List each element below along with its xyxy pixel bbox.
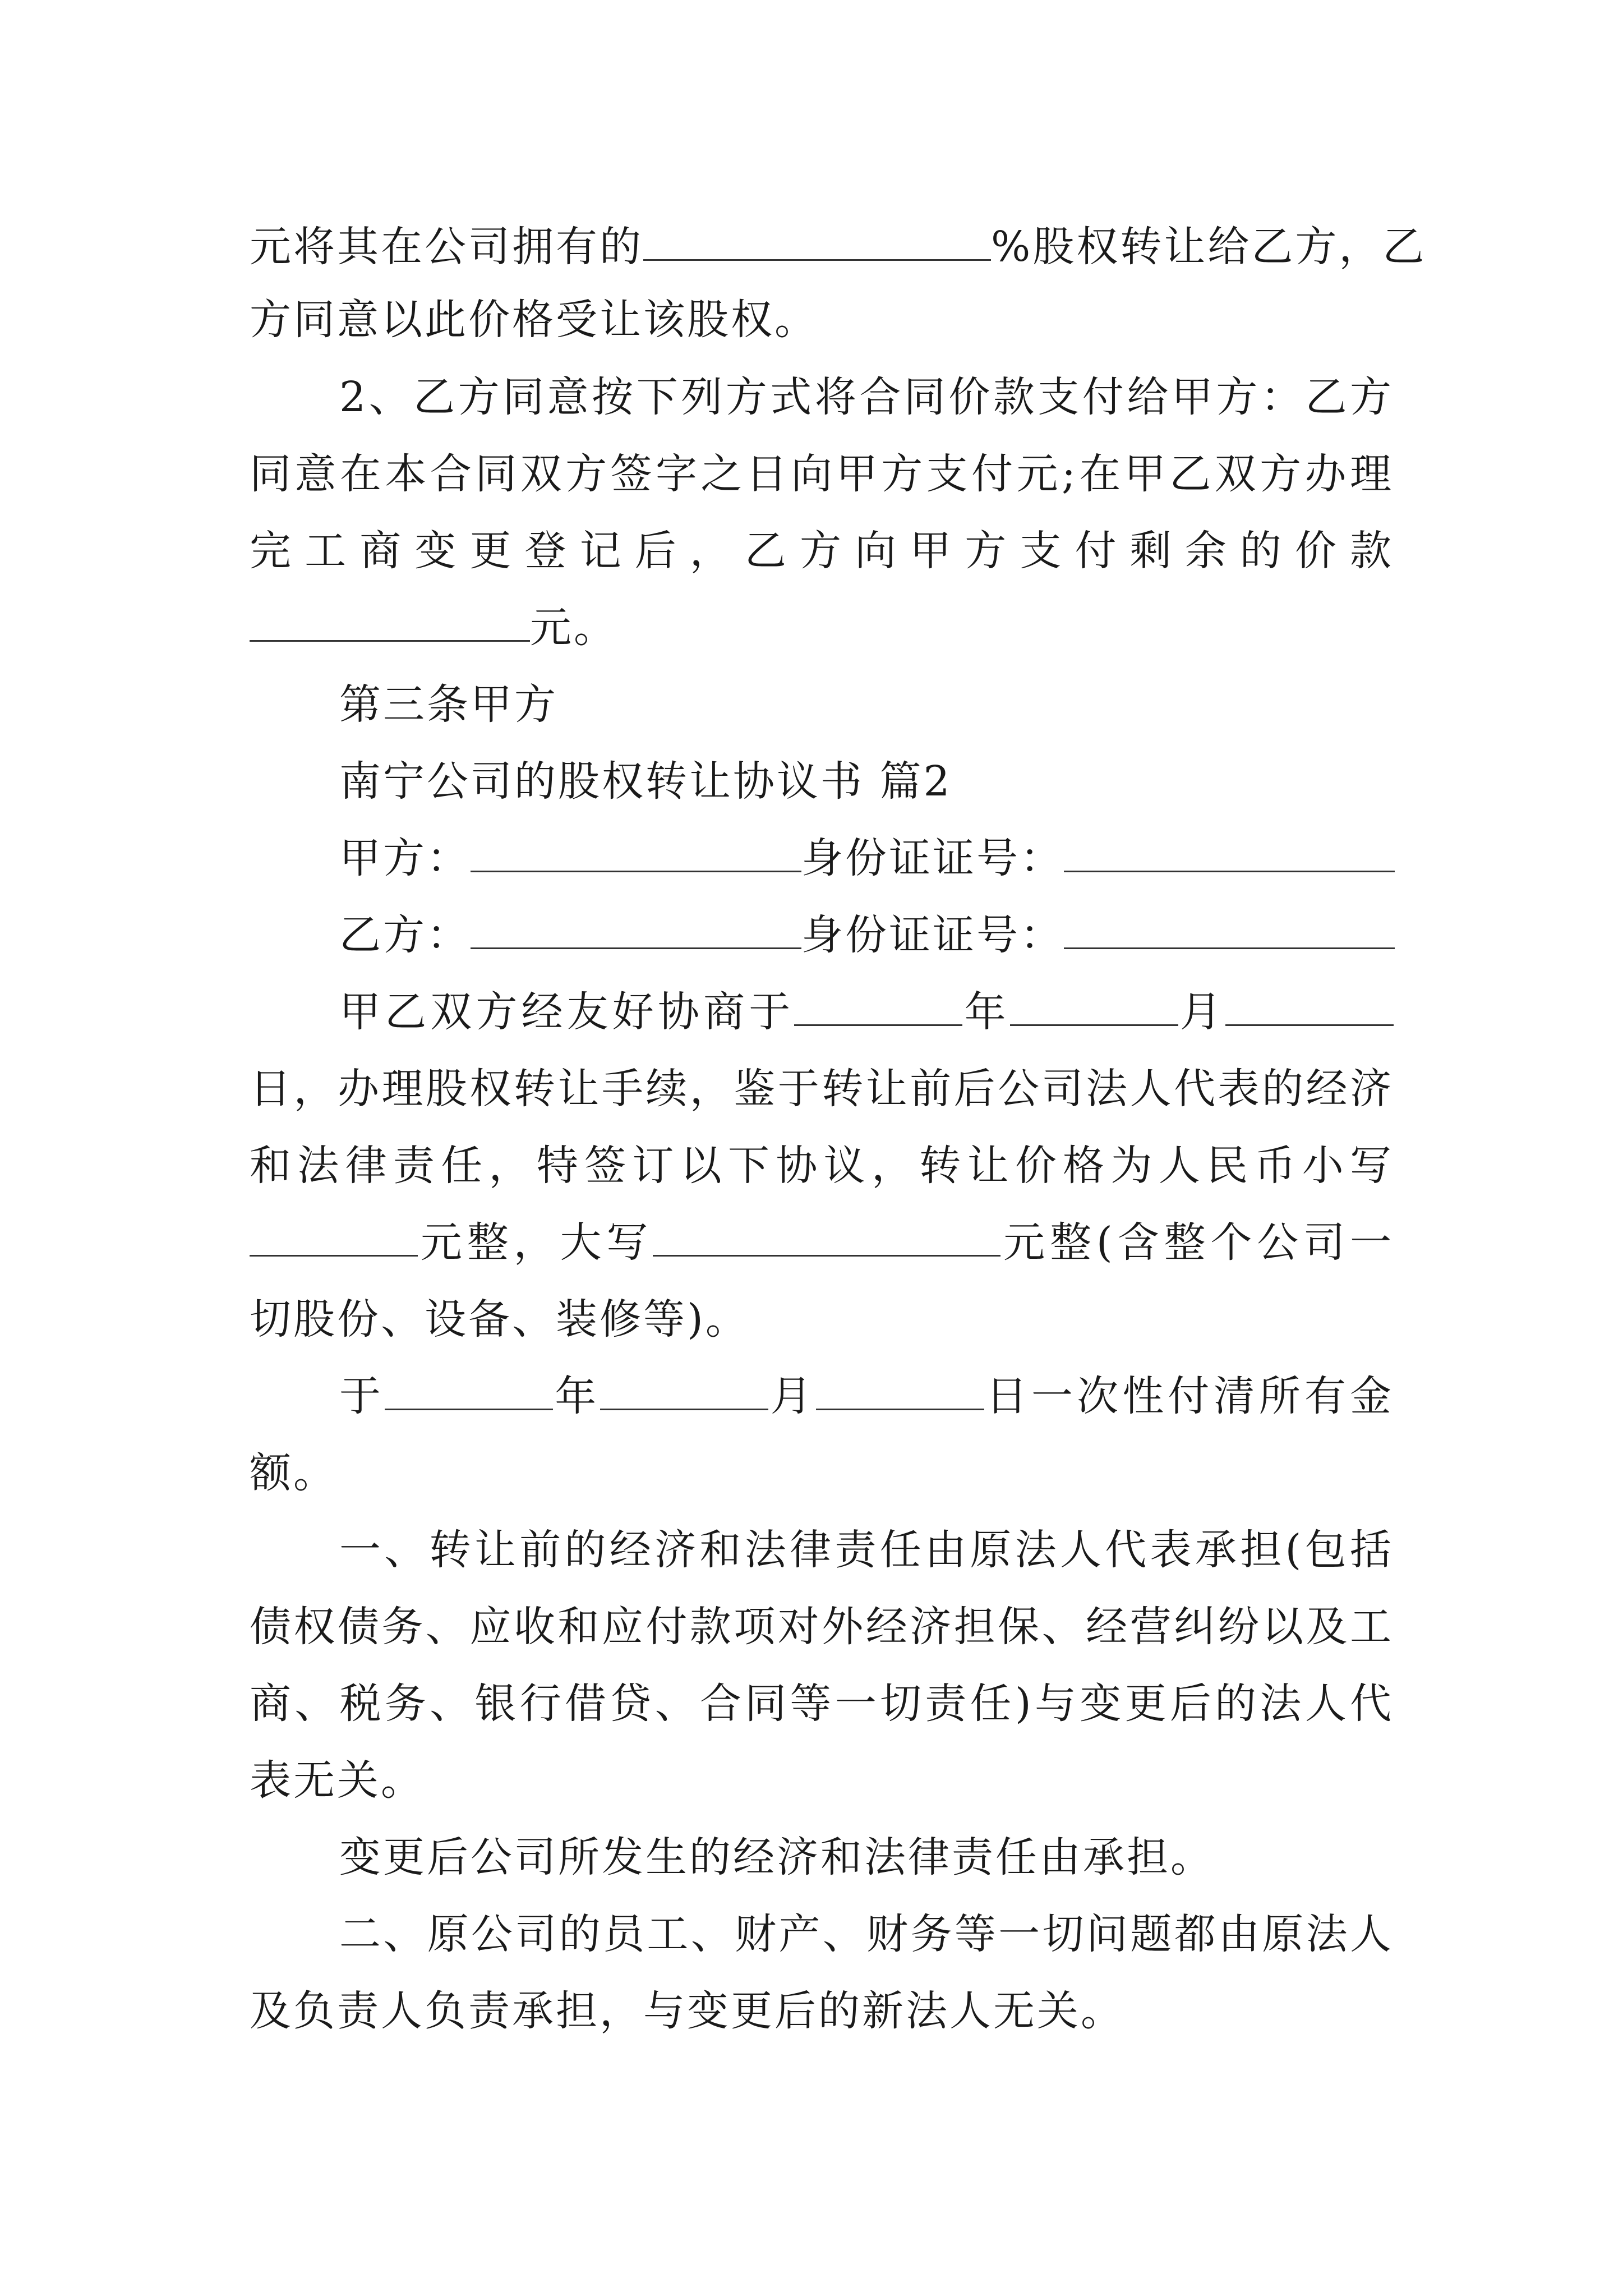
text-line-6 bbox=[250, 594, 1394, 661]
text-line-4 bbox=[250, 440, 1394, 508]
text-line-13 bbox=[250, 1132, 1394, 1199]
fill-blank bbox=[794, 990, 962, 1026]
fill-blank bbox=[471, 836, 801, 872]
fill-blank bbox=[653, 1220, 1000, 1257]
text-line-17 bbox=[250, 1439, 1394, 1507]
text-line-18 bbox=[339, 1516, 1394, 1584]
fill-blank bbox=[1064, 913, 1395, 949]
text-segment: %股权转让给乙方，乙 bbox=[991, 223, 1427, 271]
text-segment: 债权债务、应收和应付款项对外经济担保、经营纠纷以及工 bbox=[250, 1603, 1394, 1651]
text-line-16 bbox=[339, 1363, 1394, 1430]
text-segment: 年 bbox=[962, 988, 1010, 1036]
text-segment: 元整，大写 bbox=[418, 1218, 653, 1267]
text-segment: 2、乙方同意按下列方式将合同价款支付给甲方：乙方 bbox=[339, 373, 1394, 421]
text-segment: 二、原公司的员工、财产、财务等一切问题都由原法人 bbox=[339, 1910, 1394, 1958]
text-segment: 商、税务、银行借贷、合同等一切责任)与变更后的法人代 bbox=[250, 1680, 1394, 1728]
fill-blank bbox=[471, 913, 801, 949]
text-line-3 bbox=[339, 364, 1394, 431]
text-line-15 bbox=[250, 1286, 1394, 1353]
text-segment: 及负责人负责承担，与变更后的新法人无关。 bbox=[250, 1987, 1124, 2035]
text-segment: 日，办理股权转让手续，鉴于转让前后公司法人代表的经济 bbox=[250, 1065, 1394, 1113]
fill-blank bbox=[385, 1374, 553, 1410]
text-line-7 bbox=[339, 671, 1394, 738]
text-segment: 切股份、设备、装修等)。 bbox=[250, 1295, 749, 1343]
text-segment: 年 bbox=[553, 1372, 601, 1420]
text-line-24 bbox=[250, 1977, 1394, 2045]
text-segment: 同意在本合同双方签字之日向甲方支付元;在甲乙双方办理 bbox=[250, 450, 1394, 498]
text-segment: 变更后公司所发生的经济和法律责任由承担。 bbox=[339, 1833, 1214, 1881]
text-segment: 表无关。 bbox=[250, 1756, 425, 1805]
text-line-1 bbox=[250, 213, 1427, 280]
fill-blank bbox=[1225, 990, 1394, 1026]
text-line-14 bbox=[250, 1209, 1394, 1276]
text-segment: 月 bbox=[768, 1372, 816, 1420]
fill-blank bbox=[250, 1220, 418, 1257]
text-segment: 乙方： bbox=[339, 911, 471, 959]
text-segment: 身份证证号： bbox=[801, 911, 1064, 959]
text-segment: 元将其在公司拥有的 bbox=[250, 223, 643, 271]
fill-blank bbox=[600, 1374, 768, 1410]
fill-blank bbox=[1064, 836, 1395, 872]
text-segment: 甲乙双方经友好协商于 bbox=[339, 988, 795, 1036]
text-line-2 bbox=[250, 286, 1394, 353]
text-segment: 日一次性付清所有金 bbox=[984, 1372, 1394, 1420]
party-b-line bbox=[339, 901, 1394, 969]
text-line-12 bbox=[250, 1055, 1394, 1122]
text-segment: 完工商变更登记后，乙方向甲方支付剩余的价款 bbox=[250, 527, 1394, 575]
text-segment: 南宁公司的股权转让协议书 篇2 bbox=[339, 757, 952, 806]
text-segment: 第三条甲方 bbox=[339, 680, 558, 729]
text-segment: 月 bbox=[1178, 988, 1226, 1036]
text-segment: 元。 bbox=[530, 604, 617, 652]
text-line-19 bbox=[250, 1593, 1394, 1660]
fill-blank bbox=[1010, 990, 1178, 1026]
text-segment: 元整(含整个公司一 bbox=[1000, 1218, 1394, 1267]
text-segment: 甲方： bbox=[339, 834, 471, 882]
text-line-21 bbox=[250, 1747, 1394, 1814]
fill-blank bbox=[250, 605, 530, 642]
text-line-23 bbox=[339, 1901, 1394, 1968]
fill-blank bbox=[816, 1374, 984, 1410]
text-line-22 bbox=[339, 1824, 1394, 1891]
text-segment: 额。 bbox=[250, 1449, 337, 1497]
text-line-20 bbox=[250, 1670, 1394, 1737]
text-segment: 一、转让前的经济和法律责任由原法人代表承担(包括 bbox=[339, 1526, 1394, 1574]
text-segment: 和法律责任，特签订以下协议，转让价格为人民币小写 bbox=[250, 1142, 1394, 1190]
fill-blank bbox=[643, 224, 991, 261]
party-a-line bbox=[339, 825, 1394, 892]
text-line-11 bbox=[339, 978, 1394, 1046]
text-line-5 bbox=[250, 517, 1394, 585]
text-segment: 于 bbox=[339, 1372, 385, 1420]
section-title bbox=[339, 748, 1394, 815]
text-segment: 方同意以此价格受让该股权。 bbox=[250, 296, 818, 344]
text-segment: 身份证证号： bbox=[801, 834, 1064, 882]
